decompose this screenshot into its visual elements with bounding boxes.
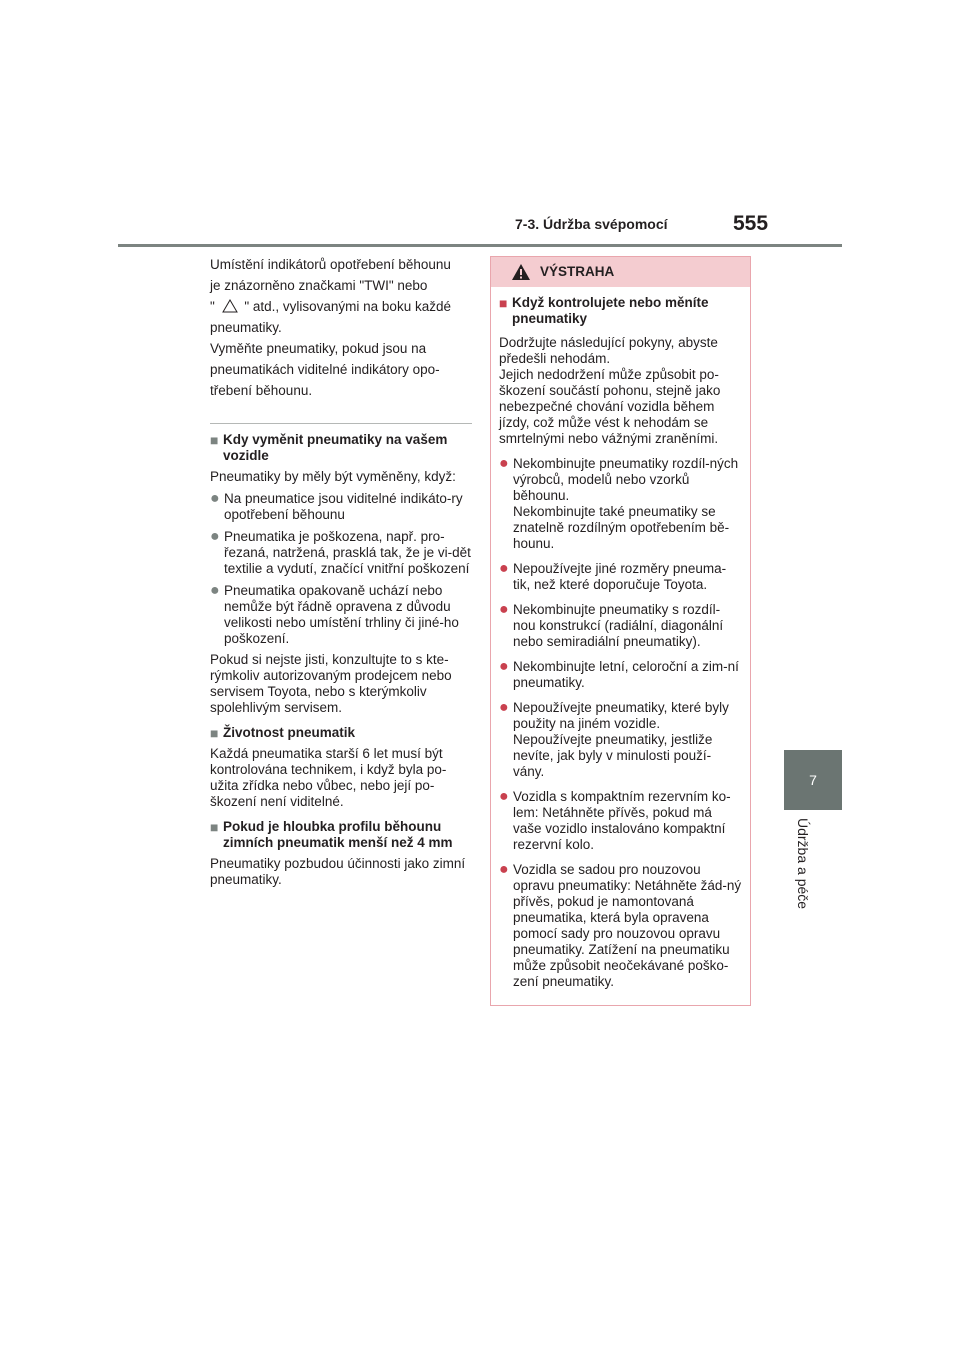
section-divider [210,423,472,424]
chapter-tab[interactable] [784,750,842,810]
warning-icon [511,263,531,281]
body-text: Jejich nedodržení může způsobit po-škození součástí pohonu, stejně jako nebezpečné chování vozidla během jízdy, což může vést k nehodám se smrtelnými nebo vážnými zraněními. [499,367,721,446]
section-heading: ■ Pokud je hloubka profilu běhounu zimních pneumatik menší než 4 mm [210,819,453,850]
intro-line: pneumatiky. [210,320,282,335]
body-text: Pneumatiky pozbudou účinnosti jako zimní pneumatiky. [210,856,466,887]
bullet-dot-icon: ● [210,490,220,507]
bullet-dot-icon: ● [499,601,509,618]
intro-line: třebení běhounu. [210,383,313,398]
chapter-label: Údržba a péče [795,818,811,910]
body-text: Dodržujte následující pokyny, abyste předešli nehodám. [499,335,718,366]
chapter-number: 7 [809,772,817,788]
list-item: ● Nepoužívejte jiné rozměry pneuma-tik, než které doporučuje Toyota. [499,560,727,592]
bullet-dot-icon: ● [210,528,220,545]
triangle-mark-icon [222,299,238,313]
warning-box [490,256,751,1006]
intro-line: Umístění indikátorů opotřebení běhounu [210,257,451,272]
bullet-dot-icon: ● [499,861,509,878]
list-item: ● Pneumatika je poškozena, např. pro-řezaná, natržená, prasklá tak, že je vi-dět textilie a vydutí, značící vnitřní poškození [210,528,471,576]
body-text: Každá pneumatika starší 6 let musí být kontrolována technikem, i když byla po-užita zřídka nebo vůbec, nebo její po-škození není viditelné. [210,746,447,809]
section-heading: ■ Životnost pneumatik [210,725,356,741]
list-item: ● Nepoužívejte pneumatiky, které byly použity na jiném vozidle. Nepoužívejte pneumatiky, jestliže nevíte, jak byly v minulosti použí-vány. [499,699,729,779]
warning-header [491,257,750,287]
header-divider [118,244,842,247]
body-text: Pokud si nejste jisti, konzultujte to s kte-rýmkoliv autorizovaným prodejcem nebo servisem Toyota, nebo s kterýmkoliv spolehlivým servisem. [210,652,452,715]
bullet-dot-icon: ● [499,699,509,716]
warning-title: VÝSTRAHA [540,264,615,279]
bullet-dot-icon: ● [499,560,509,577]
square-bullet-icon: ■ [499,295,508,311]
warning-heading: ■ Když kontrolujete nebo měníte pneumatiky [499,295,709,326]
bullet-dot-icon: ● [499,788,509,805]
left-column [210,254,472,888]
square-bullet-icon: ■ [210,725,219,741]
list-item: ● Nekombinujte pneumatiky rozdíl-ných výrobců, modelů nebo vzorků běhounu. Nekombinujte také pneumatiky se znatelně rozdílným opotřebením bě-hounu. [499,455,739,551]
warning-body [491,287,750,990]
intro-line: pneumatikách viditelné indikátory opo- [210,362,440,377]
list-item: ● Vozidla s kompaktním rezervním ko-lem: Netáhněte přívěs, pokud má vaše vozidlo instalováno kompaktní rezervní kolo. [499,788,731,852]
intro-line: " " atd., vylisovanými na boku každé [210,299,451,314]
bullet-dot-icon: ● [499,455,509,472]
bullet-dot-icon: ● [499,658,509,675]
intro-line: je znázorněno značkami "TWI" nebo [210,278,428,293]
page-number: 555 [733,212,769,235]
bullet-dot-icon: ● [210,582,220,599]
section-title: 7-3. Údržba svépomocí [515,216,668,232]
list-item: ● Pneumatika opakovaně uchází nebo nemůže být řádně opravena z důvodu velikosti nebo umístění trhliny či jiné-ho poškození. [210,582,459,646]
list-item: ● Nekombinujte pneumatiky s rozdíl-nou konstrukcí (radiální, diagonální nebo semiradiální pneumatiky). [499,601,724,649]
body-text: Pneumatiky by měly být vyměněny, když: [210,469,456,484]
intro-line: Vyměňte pneumatiky, pokud jsou na [210,341,427,356]
list-item: ● Nekombinujte letní, celoroční a zim-ní pneumatiky. [499,658,739,690]
intro-paragraph [210,254,472,401]
square-bullet-icon: ■ [210,432,219,448]
list-item: ● Vozidla se sadou pro nouzovou opravu pneumatiky: Netáhněte žád-ný přívěs, pokud je namontovaná pneumatika, která byla opravena pomocí sady pro nouzovou opravu pneumatiky. Zatížení na pneumatiku může způsobit neočekávané poško-zení pneumatiky. [499,861,742,989]
square-bullet-icon: ■ [210,819,219,835]
list-item: ● Na pneumatice jsou viditelné indikáto-ry opotřebení běhounu [210,490,463,522]
section-heading: ■ Kdy vyměnit pneumatiky na vašem vozidle [210,432,448,463]
